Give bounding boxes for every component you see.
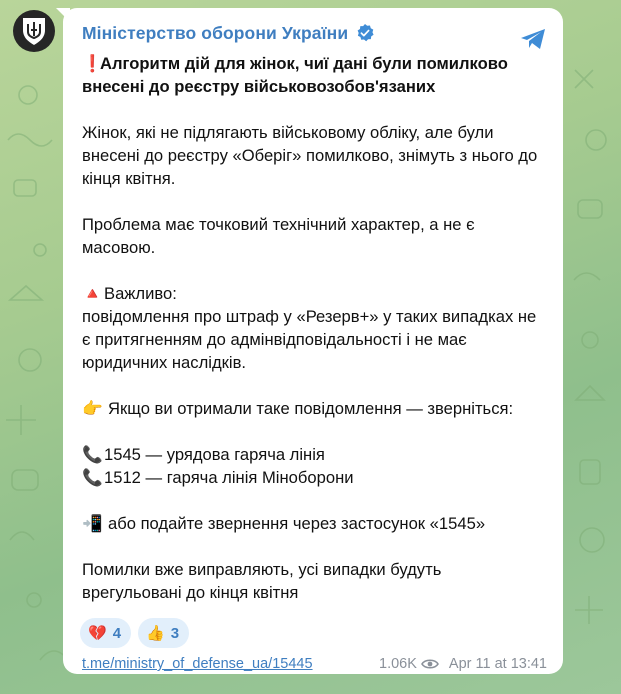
phone-icon: 📞 [82,468,103,487]
channel-name[interactable]: Міністерство оборони України [82,22,349,43]
mobile-arrow-icon: 📲 [82,514,103,533]
message-text [82,52,545,604]
closing-text: Помилки вже виправляють, усі випадки будуть врегульовані до кінця квітня [82,560,442,602]
contact-intro: 👉 Якщо ви отримали таке повідомлення — зверніться: [82,399,514,418]
app-appeal: 📲 або подайте звернення через застосунок «1545» [82,514,486,533]
timestamp: Apr 11 at 13:41 [448,656,547,672]
reactions-bar [80,618,189,648]
pointing-hand-icon: 👉 [82,399,103,418]
trident-shield-icon [21,16,47,46]
message-header [82,22,545,44]
verified-badge-icon [356,24,374,42]
message-bubble [63,8,563,674]
paragraph-1: Жінок, які не підлягають військовому обліку, але були внесені до реєстру «Оберіг» помилково, знімуть з нього до кінця квітня. [82,123,538,188]
message-meta [379,656,547,672]
important-text: повідомлення про штраф у «Резерв+» у таких випадках не є притягненням до адмінвідповідальності і не має юридичних наслідків. [82,307,537,372]
view-count: 1.06K [379,656,417,672]
reaction-count: 3 [170,624,180,642]
broken-heart-icon: 💔 [88,625,107,642]
share-icon[interactable] [519,27,547,51]
reaction-thumbs-up[interactable] [138,618,189,648]
eye-icon [421,658,439,670]
hotline-2: 📞1512 — гаряча лінія Міноборони [82,468,354,487]
post-title: ❗Алгоритм дій для жінок, чиї дані були помилково внесені до реєстру військовозобов'язаних [82,54,508,96]
paragraph-2: Проблема має точковий технічний характер, а не є масовою. [82,215,475,257]
important-heading: 🔺Важливо: [82,284,177,303]
reaction-count: 4 [112,624,122,642]
channel-avatar[interactable] [13,10,55,52]
thumbs-up-icon: 👍 [146,625,165,642]
message-footer [82,656,547,672]
red-triangle-icon: 🔺 [82,284,103,303]
phone-icon: 📞 [82,445,103,464]
exclamation-icon: ❗ [82,54,103,73]
reaction-broken-heart[interactable] [80,618,131,648]
post-link[interactable]: t.me/ministry_of_defense_ua/15445 [82,656,313,672]
hotline-1: 📞1545 — урядова гаряча лінія [82,445,325,464]
